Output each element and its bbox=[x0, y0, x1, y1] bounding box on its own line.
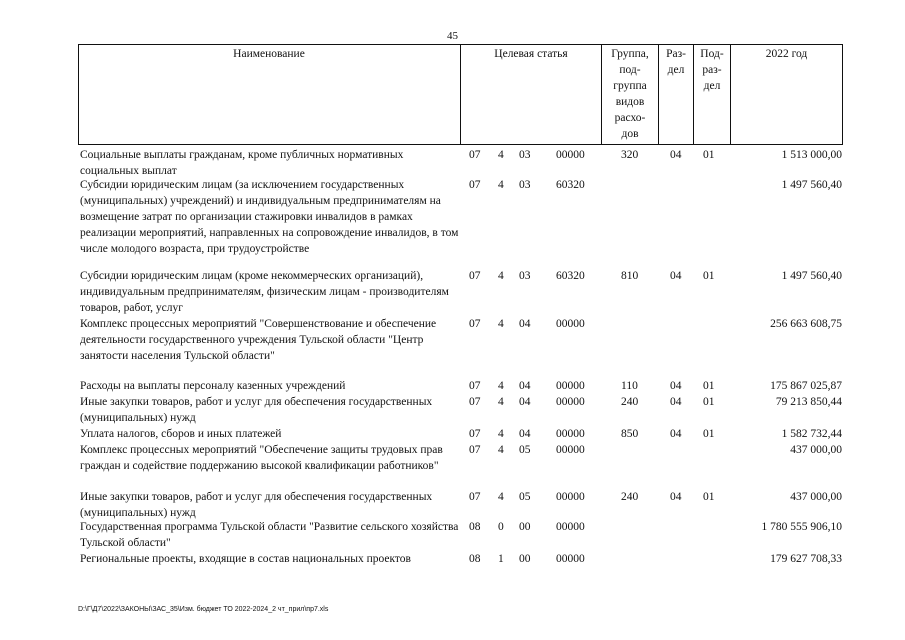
row-target-direction: 00000 bbox=[556, 444, 585, 456]
row-target-subprogram: 4 bbox=[498, 428, 504, 440]
header-target: Целевая статья bbox=[494, 48, 568, 60]
row-amount: 1 513 000,00 bbox=[781, 149, 842, 161]
row-target-event: 03 bbox=[519, 149, 531, 161]
row-amount: 175 867 025,87 bbox=[770, 380, 842, 392]
row-expense-group: 810 bbox=[621, 270, 639, 282]
row-target-program: 07 bbox=[469, 149, 481, 161]
header-section: Раз- дел bbox=[666, 48, 686, 76]
row-target-program: 07 bbox=[469, 396, 481, 408]
row-target-program: 08 bbox=[469, 553, 481, 565]
row-target-program: 07 bbox=[469, 428, 481, 440]
row-target-event: 05 bbox=[519, 444, 531, 456]
row-target-subprogram: 1 bbox=[498, 553, 504, 565]
row-target-event: 03 bbox=[519, 270, 531, 282]
header-group: Группа, под- группа видов расхо- дов bbox=[611, 48, 649, 140]
row-target-direction: 00000 bbox=[556, 318, 585, 330]
row-section: 04 bbox=[670, 270, 682, 282]
row-name: Комплекс процессных мероприятий "Совершенствование и обеспечение деятельности государственного учреждения Тульской области "Центр занятости населения Тульской области" bbox=[80, 318, 437, 362]
row-target-subprogram: 4 bbox=[498, 270, 504, 282]
row-target-subprogram: 4 bbox=[498, 179, 504, 191]
row-name: Региональные проекты, входящие в состав национальных проектов bbox=[80, 553, 411, 565]
row-target-direction: 60320 bbox=[556, 270, 585, 282]
row-target-event: 00 bbox=[519, 553, 531, 565]
row-name: Расходы на выплаты персоналу казенных учреждений bbox=[80, 380, 346, 392]
row-target-direction: 00000 bbox=[556, 149, 585, 161]
row-target-subprogram: 4 bbox=[498, 491, 504, 503]
row-amount: 1 497 560,40 bbox=[781, 270, 842, 282]
row-target-event: 04 bbox=[519, 380, 531, 392]
row-amount: 179 627 708,33 bbox=[770, 553, 842, 565]
row-name: Субсидии юридическим лицам (кроме некоммерческих организаций), индивидуальным предпринимателям, физическим лицам - производителям товаров, работ, услуг bbox=[80, 270, 449, 314]
row-name: Государственная программа Тульской области "Развитие сельского хозяйства Тульской области" bbox=[80, 521, 459, 549]
row-amount: 256 663 608,75 bbox=[770, 318, 842, 330]
row-target-program: 07 bbox=[469, 380, 481, 392]
row-target-program: 07 bbox=[469, 491, 481, 503]
row-target-event: 04 bbox=[519, 428, 531, 440]
row-section: 04 bbox=[670, 396, 682, 408]
row-expense-group: 240 bbox=[621, 396, 639, 408]
row-target-program: 07 bbox=[469, 179, 481, 191]
table-header bbox=[78, 44, 843, 145]
row-section: 04 bbox=[670, 380, 682, 392]
row-target-program: 08 bbox=[469, 521, 481, 533]
row-target-event: 04 bbox=[519, 396, 531, 408]
row-subsection: 01 bbox=[703, 491, 715, 503]
row-target-subprogram: 4 bbox=[498, 318, 504, 330]
header-name: Наименование bbox=[233, 48, 305, 60]
row-target-direction: 00000 bbox=[556, 491, 585, 503]
row-amount: 1 497 560,40 bbox=[781, 179, 842, 191]
row-subsection: 01 bbox=[703, 396, 715, 408]
row-expense-group: 110 bbox=[621, 380, 638, 392]
row-target-subprogram: 4 bbox=[498, 380, 504, 392]
row-subsection: 01 bbox=[703, 270, 715, 282]
row-target-direction: 00000 bbox=[556, 521, 585, 533]
row-section: 04 bbox=[670, 428, 682, 440]
row-name: Уплата налогов, сборов и иных платежей bbox=[80, 428, 282, 440]
file-path-footer: D:\Г\Д7\2022\ЗАКОНЫ\ЗАС_35\Изм. бюджет ТО 2022-2024_2 чт_прил\пр7.xls bbox=[78, 606, 329, 613]
row-name: Субсидии юридическим лицам (за исключением государственных (муниципальных) учреждений) и индивидуальным предпринимателям на возмещение затрат по организации стажировки инвалидов в рамках реализации мероприятий, направленных на сопровождение инвалидов, в том числе молодого возраста, при трудоустройстве bbox=[80, 179, 459, 255]
row-target-subprogram: 4 bbox=[498, 396, 504, 408]
row-section: 04 bbox=[670, 149, 682, 161]
row-expense-group: 850 bbox=[621, 428, 639, 440]
header-subsection: Под- раз- дел bbox=[700, 48, 724, 92]
row-amount: 437 000,00 bbox=[790, 491, 842, 503]
row-target-event: 00 bbox=[519, 521, 531, 533]
row-amount: 437 000,00 bbox=[790, 444, 842, 456]
row-name: Социальные выплаты гражданам, кроме публичных нормативных социальных выплат bbox=[80, 149, 404, 177]
row-target-event: 03 bbox=[519, 179, 531, 191]
header-year: 2022 год bbox=[765, 48, 808, 60]
row-target-direction: 00000 bbox=[556, 428, 585, 440]
row-target-program: 07 bbox=[469, 444, 481, 456]
row-amount: 1 582 732,44 bbox=[781, 428, 842, 440]
row-target-program: 07 bbox=[469, 318, 481, 330]
row-expense-group: 240 bbox=[621, 491, 639, 503]
page-number: 45 bbox=[447, 30, 458, 42]
row-target-program: 07 bbox=[469, 270, 481, 282]
row-target-direction: 60320 bbox=[556, 179, 585, 191]
row-name: Иные закупки товаров, работ и услуг для обеспечения государственных (муниципальных) нужд bbox=[80, 396, 433, 424]
row-target-direction: 00000 bbox=[556, 380, 585, 392]
row-target-direction: 00000 bbox=[556, 553, 585, 565]
row-name: Комплекс процессных мероприятий "Обеспечение защиты трудовых прав граждан и содействие поддержанию высокой квалификации работников" bbox=[80, 444, 443, 472]
row-expense-group: 320 bbox=[621, 149, 639, 161]
row-name: Иные закупки товаров, работ и услуг для обеспечения государственных (муниципальных) нужд bbox=[80, 491, 433, 519]
row-target-event: 05 bbox=[519, 491, 531, 503]
row-amount: 1 780 555 906,10 bbox=[761, 521, 842, 533]
row-target-subprogram: 4 bbox=[498, 444, 504, 456]
row-subsection: 01 bbox=[703, 428, 715, 440]
row-target-subprogram: 4 bbox=[498, 149, 504, 161]
row-target-subprogram: 0 bbox=[498, 521, 504, 533]
row-subsection: 01 bbox=[703, 149, 715, 161]
row-amount: 79 213 850,44 bbox=[775, 396, 842, 408]
row-subsection: 01 bbox=[703, 380, 715, 392]
row-target-event: 04 bbox=[519, 318, 531, 330]
row-section: 04 bbox=[670, 491, 682, 503]
row-target-direction: 00000 bbox=[556, 396, 585, 408]
